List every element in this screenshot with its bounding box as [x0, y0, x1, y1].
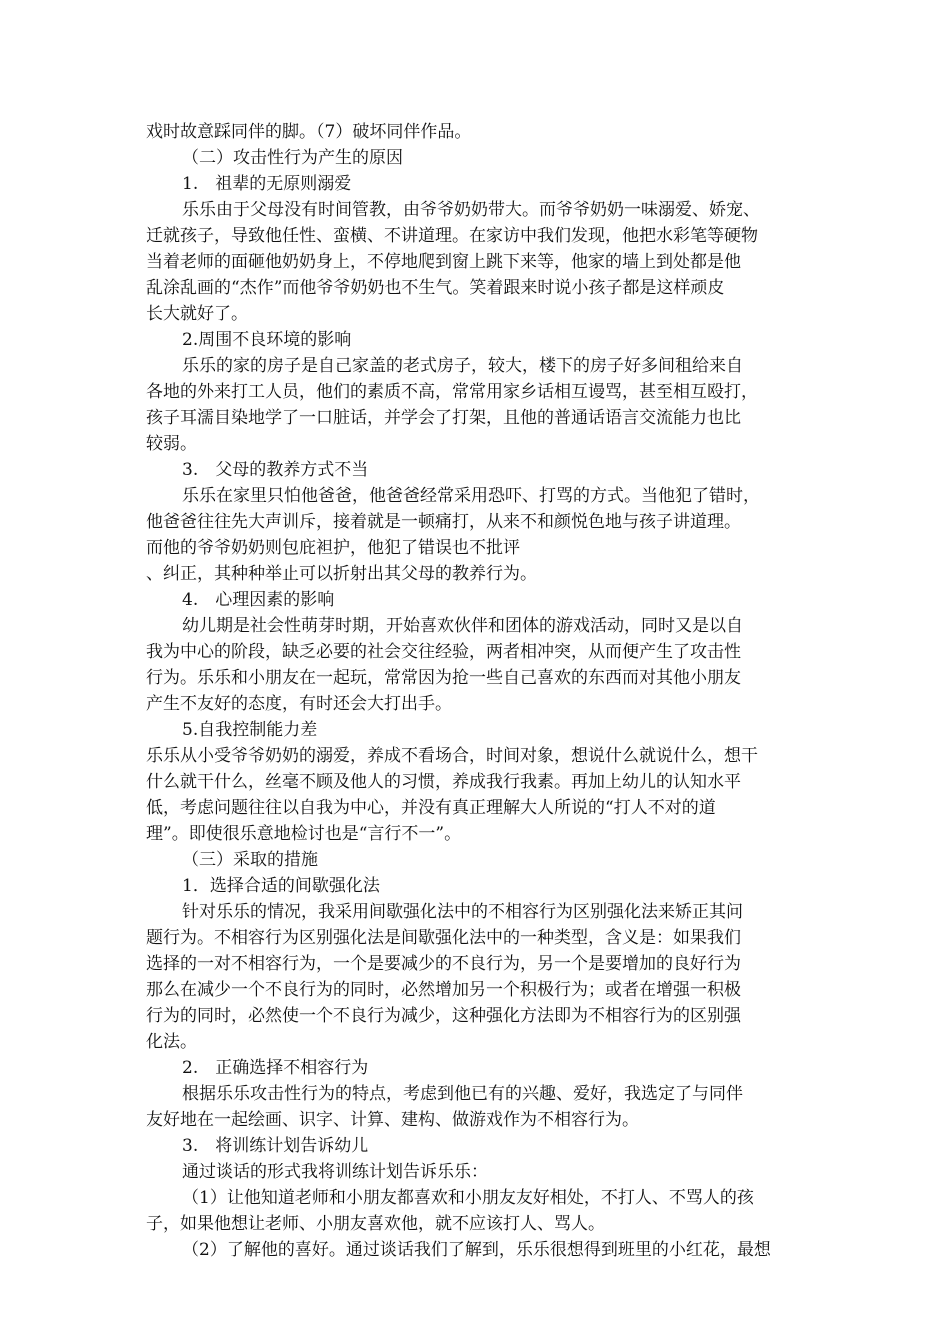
- text-line: 我为中心的阶段，缺乏必要的社会交往经验，两者相冲突，从而便产生了攻击性: [146, 642, 741, 662]
- text-line: 迁就孩子，导致他任性、蛮横、不讲道理。在家访中我们发现，他把水彩笔等硬物: [146, 226, 758, 246]
- text-line: 当着老师的面砸他奶奶身上，不停地爬到窗上跳下来等，他家的墙上到处都是他: [146, 252, 741, 272]
- section-heading: （二）攻击性行为产生的原因: [182, 148, 403, 168]
- text-line: 幼儿期是社会性萌芽时期，开始喜欢伙伴和团体的游戏活动，同时又是以自: [182, 616, 743, 636]
- text-line: 根据乐乐攻击性行为的特点，考虑到他已有的兴趣、爱好，我选定了与同伴: [182, 1084, 743, 1104]
- text-line: 孩子耳濡目染地学了一口脏话，并学会了打架，且他的普通话语言交流能力也比: [146, 408, 741, 428]
- text-line: 较弱。: [146, 434, 197, 454]
- text-line: （2）了解他的喜好。通过谈话我们了解到，乐乐很想得到班里的小红花，最想: [182, 1240, 771, 1260]
- text-line: 乐乐由于父母没有时间管教，由爷爷奶奶带大。而爷爷奶奶一味溺爱、娇宠、: [182, 200, 760, 220]
- subheading: 2.周围不良环境的影响: [182, 330, 352, 350]
- text-line: 低，考虑问题往往以自我为中心，并没有真正理解大人所说的“打人不对的道: [146, 798, 716, 818]
- text-line: 选择的一对不相容行为，一个是要减少的不良行为，另一个是要增加的良好行为: [146, 954, 741, 974]
- text-line: 乐乐在家里只怕他爸爸，他爸爸经常采用恐吓、打骂的方式。当他犯了错时，: [182, 486, 760, 506]
- subheading: 3. 将训练计划告诉幼儿: [182, 1136, 369, 1156]
- text-line: 长大就好了。: [146, 304, 248, 324]
- text-line: 题行为。不相容行为区别强化法是间歇强化法中的一种类型，含义是：如果我们: [146, 928, 741, 948]
- subheading: 3. 父母的教养方式不当: [182, 460, 369, 480]
- text-line: 乱涂乱画的“杰作”而他爷爷奶奶也不生气。笑着跟来时说小孩子都是这样顽皮: [146, 278, 725, 298]
- subheading: 2. 正确选择不相容行为: [182, 1058, 369, 1078]
- text-line: 各地的外来打工人员，他们的素质不高，常常用家乡话相互谩骂，甚至相互殴打，: [146, 382, 758, 402]
- text-line: 化法。: [146, 1032, 197, 1052]
- text-line: （1）让他知道老师和小朋友都喜欢和小朋友友好相处，不打人、不骂人的孩: [182, 1188, 754, 1208]
- text-line: 他爸爸往往先大声训斥，接着就是一顿痛打，从来不和颜悦色地与孩子讲道理。: [146, 512, 741, 532]
- text-line: 乐乐从小受爷爷奶奶的溺爱，养成不看场合，时间对象，想说什么就说什么，想干: [146, 746, 758, 766]
- text-line: 戏时故意踩同伴的脚。（7）破坏同伴作品。: [146, 122, 472, 142]
- text-line: 行为。乐乐和小朋友在一起玩，常常因为抢一些自己喜欢的东西而对其他小朋友: [146, 668, 741, 688]
- subheading: 5.自我控制能力差: [182, 720, 318, 740]
- text-line: 而他的爷爷奶奶则包庇袒护，他犯了错误也不批评: [146, 538, 520, 558]
- subheading: 1. 祖辈的无原则溺爱: [182, 174, 352, 194]
- text-line: 乐乐的家的房子是自己家盖的老式房子，较大，楼下的房子好多间租给来自: [182, 356, 743, 376]
- section-heading: （三）采取的措施: [182, 850, 318, 870]
- text-line: 什么就干什么，丝毫不顾及他人的习惯，养成我行我素。再加上幼儿的认知水平: [146, 772, 741, 792]
- subheading: 1．选择合适的间歇强化法: [182, 876, 380, 896]
- text-line: 通过谈话的形式我将训练计划告诉乐乐：: [182, 1162, 488, 1182]
- text-line: 针对乐乐的情况，我采用间歇强化法中的不相容行为区别强化法来矫正其问: [182, 902, 743, 922]
- text-line: 理”。即使很乐意地检讨也是“言行不一”。: [146, 824, 462, 844]
- subheading: 4. 心理因素的影响: [182, 590, 335, 610]
- text-line: 子，如果他想让老师、小朋友喜欢他，就不应该打人、骂人。: [146, 1214, 605, 1234]
- text-line: 友好地在一起绘画、识字、计算、建构、做游戏作为不相容行为。: [146, 1110, 639, 1130]
- text-line: 产生不友好的态度，有时还会大打出手。: [146, 694, 452, 714]
- text-line: 行为的同时，必然使一个不良行为减少，这种强化方法即为不相容行为的区别强: [146, 1006, 741, 1026]
- text-line: 、纠正，其种种举止可以折射出其父母的教养行为。: [146, 564, 537, 584]
- text-line: 那么在减少一个不良行为的同时，必然增加另一个积极行为；或者在增强一积极: [146, 980, 741, 1000]
